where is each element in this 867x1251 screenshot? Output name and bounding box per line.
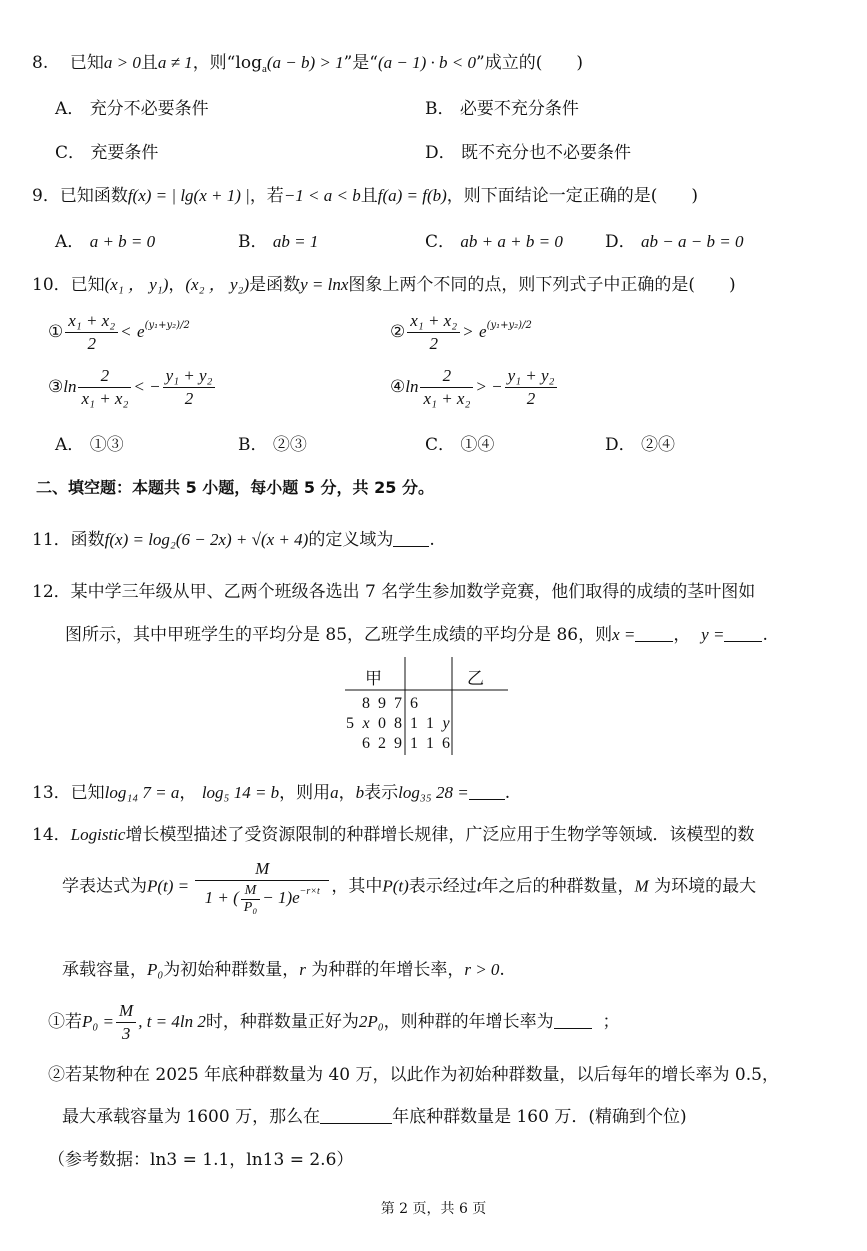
leaf-value: x (362, 715, 370, 732)
q13-answer-blank[interactable] (469, 785, 505, 800)
section-title: 二、填空题：本题共 5 小题，每小题 5 分，共 25 分。 (36, 478, 434, 497)
q14-line3: 承载容量，P₀为初始种群数量，r 为种群的年增长率，r > 0. (62, 960, 505, 980)
leaf-value: 5 (346, 715, 354, 732)
q8-option-a: A． 充分不必要条件 (55, 99, 209, 119)
q12-y-blank[interactable] (724, 627, 762, 642)
stem-body (340, 694, 454, 754)
leaf-value: 1 (426, 715, 434, 732)
stem-row (340, 694, 454, 714)
stem-value: 9 (394, 735, 402, 752)
q8-option-d: D． 既不充分也不必要条件 (425, 143, 632, 163)
stem-right-header: 乙 (467, 669, 484, 689)
stem-value: 8 (394, 715, 402, 732)
q14-sub1-blank[interactable] (554, 1014, 592, 1029)
q11-stem: 11．函数f(x) = log₂(6 − 2x) + √(x + 4)的定义域为 . (32, 530, 435, 550)
leaf-value: 8 (362, 695, 370, 712)
q9-option-d: D． ab − a − b = 0 (605, 232, 744, 252)
q8-option-b: B． 必要不充分条件 (425, 99, 579, 119)
q10-option-d: D． ②④ (605, 435, 676, 455)
q13-stem: 13．已知log₁₄ 7 = a， log₅ 14 = b，则用a，b表示log₃₅ 28 = . (32, 783, 511, 803)
q14-sub1: ①若P₀ = $\frac{M}{3}$ , t = 4ln 2时，种群数量正好为2P₀，则种群的年增长率为 ； (48, 1001, 620, 1043)
leaf-value: y (442, 715, 450, 732)
q9-option-b: B． ab = 1 (238, 232, 319, 252)
q14-line2: 学表达式为P(t) = M 1 + ( $\frac{M}{\text{P₀}}$ − $1)e^{-r\times t}$ ，其中P(t)表示经过t年之后的种群数量，M 为环境的最大 (62, 859, 757, 915)
stem-table (340, 694, 454, 754)
q8-stem: 8. 已知a > 0且a ≠ 1，则“$\log_a(a - b) > 1$”是“(a − 1) · b < 0”成立的( ) (32, 53, 583, 75)
q10-item-4: ④ln $\frac{2}{\text{x₁ + x₂}}$ > − $\frac{\text{y₁ + y₂}}{2}$ (390, 365, 559, 410)
q14-sub2-line2: 最大承载容量为 1600 万，那么在 年底种群数量是 160 万．(精确到个位) (62, 1107, 687, 1127)
q12-line1: 12．某中学三年级从甲、乙两个班级各选出 7 名学生参加数学竞赛，他们取得的成绩的茎叶图如 (32, 582, 756, 602)
leaf-value (438, 694, 454, 714)
stem-left-header: 甲 (365, 669, 382, 689)
q10-option-b: B． ②③ (238, 435, 307, 455)
leaf-value: 6 (362, 735, 370, 752)
q10-item-2: ② $\frac{\text{x₁ + x₂}}{2}$ > $e^{(y_1+y_2)/2}$ (390, 311, 532, 353)
leaf-value: 1 (426, 735, 434, 752)
leaf-value: 0 (378, 715, 386, 732)
q14-sub2-line1: ②若某物种在 2025 年底种群数量为 40 万，以此作为初始种群数量，以后每年的增长率为 0.5， (48, 1065, 779, 1085)
q9-stem: 9．已知函数f(x) = | lg(x + 1) |，若−1 < a < b且f(a) = f(b)，则下面结论一定正确的是( ) (32, 186, 699, 206)
q8-option-c: C． 充要条件 (55, 143, 159, 163)
page-footer: 第 2 页，共 6 页 (380, 1201, 487, 1217)
q12-x-blank[interactable] (635, 627, 673, 642)
leaf-value: 6 (442, 735, 450, 752)
leaf-value: 2 (378, 735, 386, 752)
leaf-value: 9 (378, 695, 386, 712)
q9-option-a: A． a + b = 0 (55, 232, 156, 252)
q10-stem: 10．已知(x₁ ， y₁)，(x₂ ， y₂)是函数y = lnx图象上两个不同的点，则下列式子中正确的是( ) (32, 275, 736, 295)
q9-option-c: C． ab + a + b = 0 (425, 232, 563, 252)
leaf-value: 1 (410, 735, 418, 752)
q14-reference: （参考数据：ln3 = 1.1，ln13 = 2.6） (48, 1150, 354, 1170)
q10-option-a: A． ①③ (55, 435, 124, 455)
q10-item-3: ③ln $\frac{2}{\text{x₁ + x₂}}$ < − $\frac{\text{y₁ + y₂}}{2}$ (48, 365, 217, 410)
q10-item-1: ① $\frac{\text{x₁ + x₂}}{2}$ < $e^{(y_1+y_2)/2}$ (48, 311, 190, 353)
leaf-value: 1 (410, 715, 418, 732)
leaf-value (422, 694, 438, 714)
q14-line1: 14．Logistic增长模型描述了受资源限制的种群增长规律，广泛应用于生物学等领域．该模型的数 (32, 825, 755, 845)
q14-sub2-blank[interactable] (320, 1109, 392, 1124)
leaf-value (340, 734, 358, 754)
stem-row (340, 714, 454, 734)
leaf-value (340, 694, 358, 714)
leaf-value: 6 (410, 695, 418, 712)
q10-option-c: C． ①④ (425, 435, 495, 455)
stem-row (340, 734, 454, 754)
q12-line2: 图所示，其中甲班学生的平均分是 85，乙班学生成绩的平均分是 86，则x = ， y = . (65, 625, 768, 645)
stem-value: 7 (394, 695, 402, 712)
q11-answer-blank[interactable] (393, 532, 429, 547)
